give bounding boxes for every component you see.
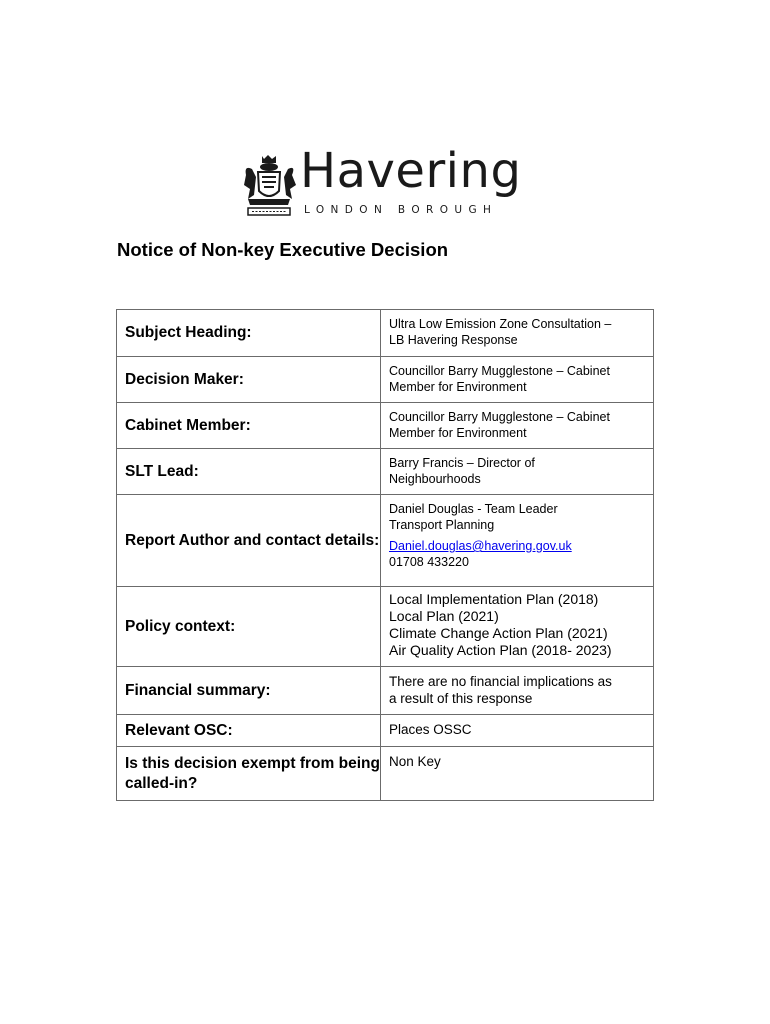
row-label: Cabinet Member: (117, 403, 381, 449)
row-value (381, 449, 654, 495)
value-line: Neighbourhoods (389, 471, 481, 486)
borough-crest-icon (242, 155, 298, 217)
value-line: a result of this response (389, 690, 533, 706)
row-value (381, 747, 654, 801)
table-row (117, 449, 654, 495)
row-label: Relevant OSC: (117, 715, 381, 747)
table-row (117, 747, 654, 801)
value-line: Member for Environment (389, 379, 527, 394)
value-line: Transport Planning (389, 517, 495, 532)
table-row (117, 310, 654, 357)
row-label: Policy context: (117, 587, 381, 667)
value-line: Air Quality Action Plan (2018- 2023) (389, 642, 612, 658)
value-line: LB Havering Response (389, 332, 518, 347)
havering-logo (242, 143, 522, 219)
row-label: Report Author and contact details: (117, 495, 381, 587)
row-value (381, 310, 654, 357)
row-value (381, 357, 654, 403)
table-row (117, 357, 654, 403)
decision-table (116, 309, 654, 801)
row-label: Financial summary: (117, 667, 381, 715)
row-value (381, 495, 654, 587)
value-line: Ultra Low Emission Zone Consultation – (389, 317, 612, 331)
value-line: Non Key (389, 754, 441, 769)
logo-wordmark: Havering (300, 143, 522, 199)
table-row (117, 667, 654, 715)
author-phone: 01708 433220 (389, 554, 469, 569)
value-line: Barry Francis – Director of (389, 456, 535, 470)
value-line: Local Plan (2021) (389, 608, 499, 624)
value-line: Climate Change Action Plan (2021) (389, 625, 608, 641)
value-line: Councillor Barry Mugglestone – Cabinet (389, 364, 610, 378)
value-line: Councillor Barry Mugglestone – Cabinet (389, 410, 610, 424)
table-row (117, 495, 654, 587)
author-email-link[interactable]: Daniel.douglas@havering.gov.uk (389, 539, 572, 553)
value-line: Member for Environment (389, 425, 527, 440)
value-line: Places OSSC (389, 722, 472, 737)
value-line: There are no financial implications as (389, 674, 612, 689)
row-value (381, 403, 654, 449)
row-value (381, 715, 654, 747)
table-row (117, 587, 654, 667)
row-label: Is this decision exempt from being called-in? (117, 747, 381, 801)
value-line: Daniel Douglas - Team Leader (389, 502, 558, 516)
row-label: Subject Heading: (117, 310, 381, 357)
row-label: SLT Lead: (117, 449, 381, 495)
table-row (117, 403, 654, 449)
logo-subtitle: LONDON BOROUGH (304, 204, 498, 216)
table-row (117, 715, 654, 747)
row-label: Decision Maker: (117, 357, 381, 403)
row-value (381, 667, 654, 715)
value-line: Local Implementation Plan (2018) (389, 591, 599, 607)
document-title: Notice of Non-key Executive Decision (117, 239, 449, 260)
row-value (381, 587, 654, 667)
